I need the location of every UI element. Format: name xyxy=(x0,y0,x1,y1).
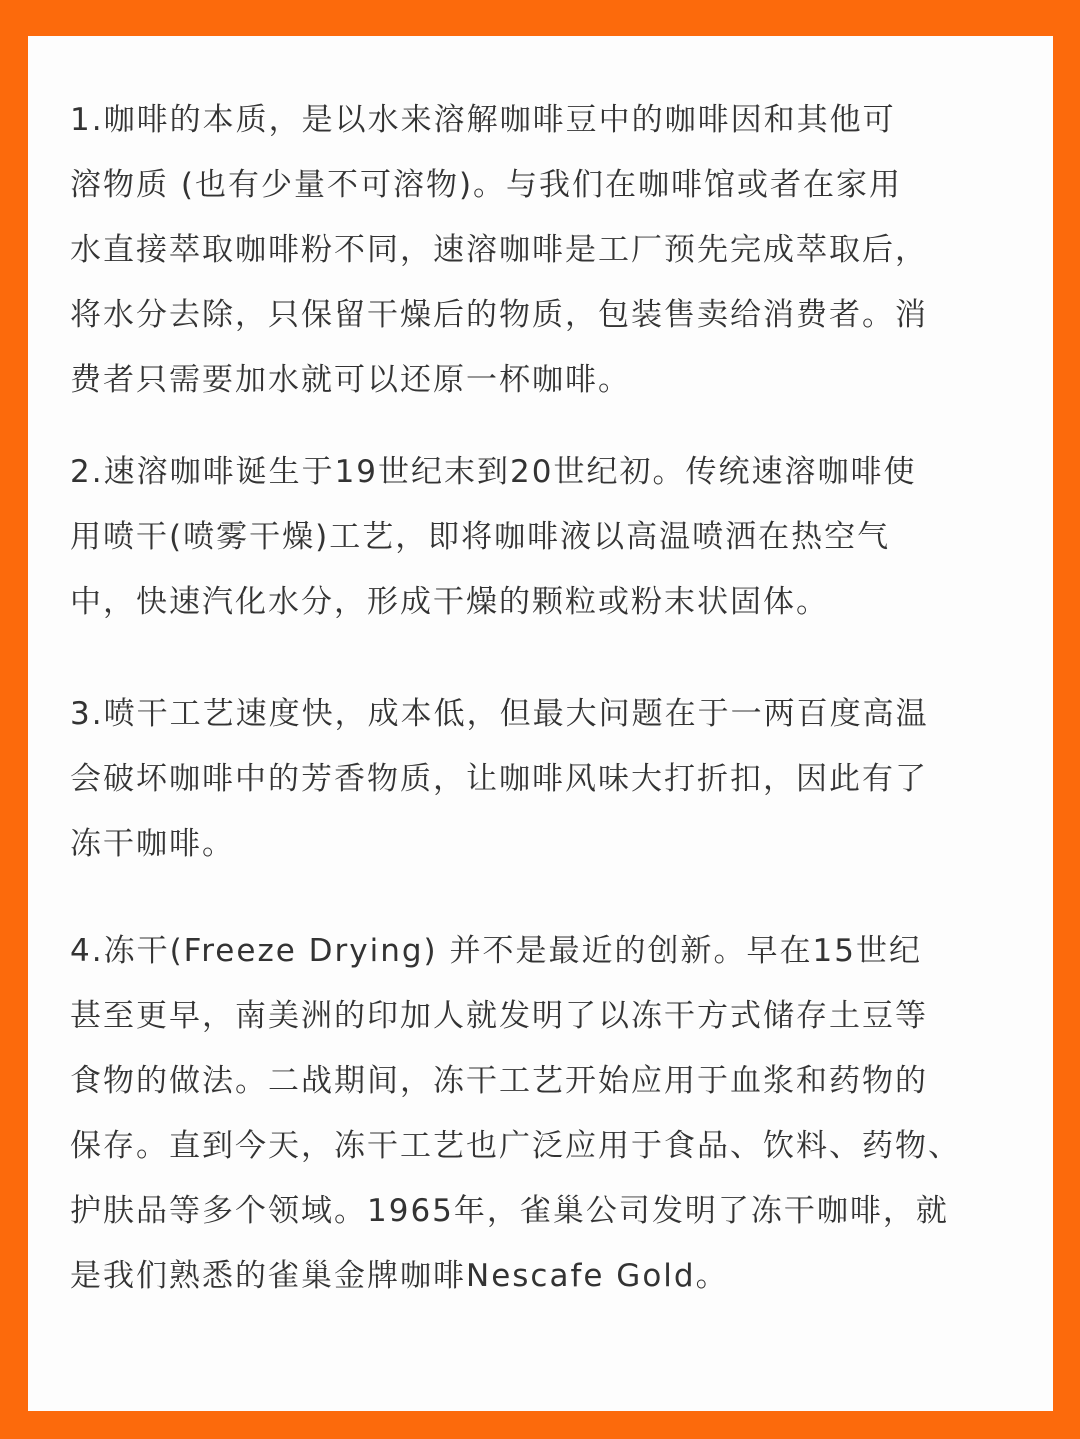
paragraph-3: 3.喷干工艺速度快，成本低，但最大问题在于一两百度高温 会破坏咖啡中的芳香物质，让咖啡风味大打折扣，因此有了 冻干咖啡。 xyxy=(70,696,929,862)
content-card xyxy=(28,36,1053,1411)
paragraph-1: 1.咖啡的本质，是以水来溶解咖啡豆中的咖啡因和其他可 溶物质 (也有少量不可溶物)。与我们在咖啡馆或者在家用 水直接萃取咖啡粉不同，速溶咖啡是工厂预先完成萃取后， 将水分去除，只保留干燥后的物质，包装售卖给消费者。消 费者只需要加水就可以还原一杯咖啡。 xyxy=(70,102,928,398)
article-body xyxy=(70,88,1054,1309)
paragraph-2: 2.速溶咖啡诞生于19世纪末到20世纪初。传统速溶咖啡使 用喷干(喷雾干燥)工艺，即将咖啡液以高温喷洒在热空气 中，快速汽化水分，形成干燥的颗粒或粉末状固体。 xyxy=(70,454,917,620)
paragraph-4: 4.冻干(Freeze Drying) 并不是最近的创新。早在15世纪 甚至更早，南美洲的印加人就发明了以冻干方式储存土豆等 食物的做法。二战期间，冻干工艺开始应用于血浆和药物的 保存。直到今天，冻干工艺也广泛应用于食品、饮料、药物、 护肤品等多个领域。1965年，雀巢公司发明了冻干咖啡，就 是我们熟悉的雀巢金牌咖啡Nescafe Gold。 xyxy=(70,933,961,1294)
